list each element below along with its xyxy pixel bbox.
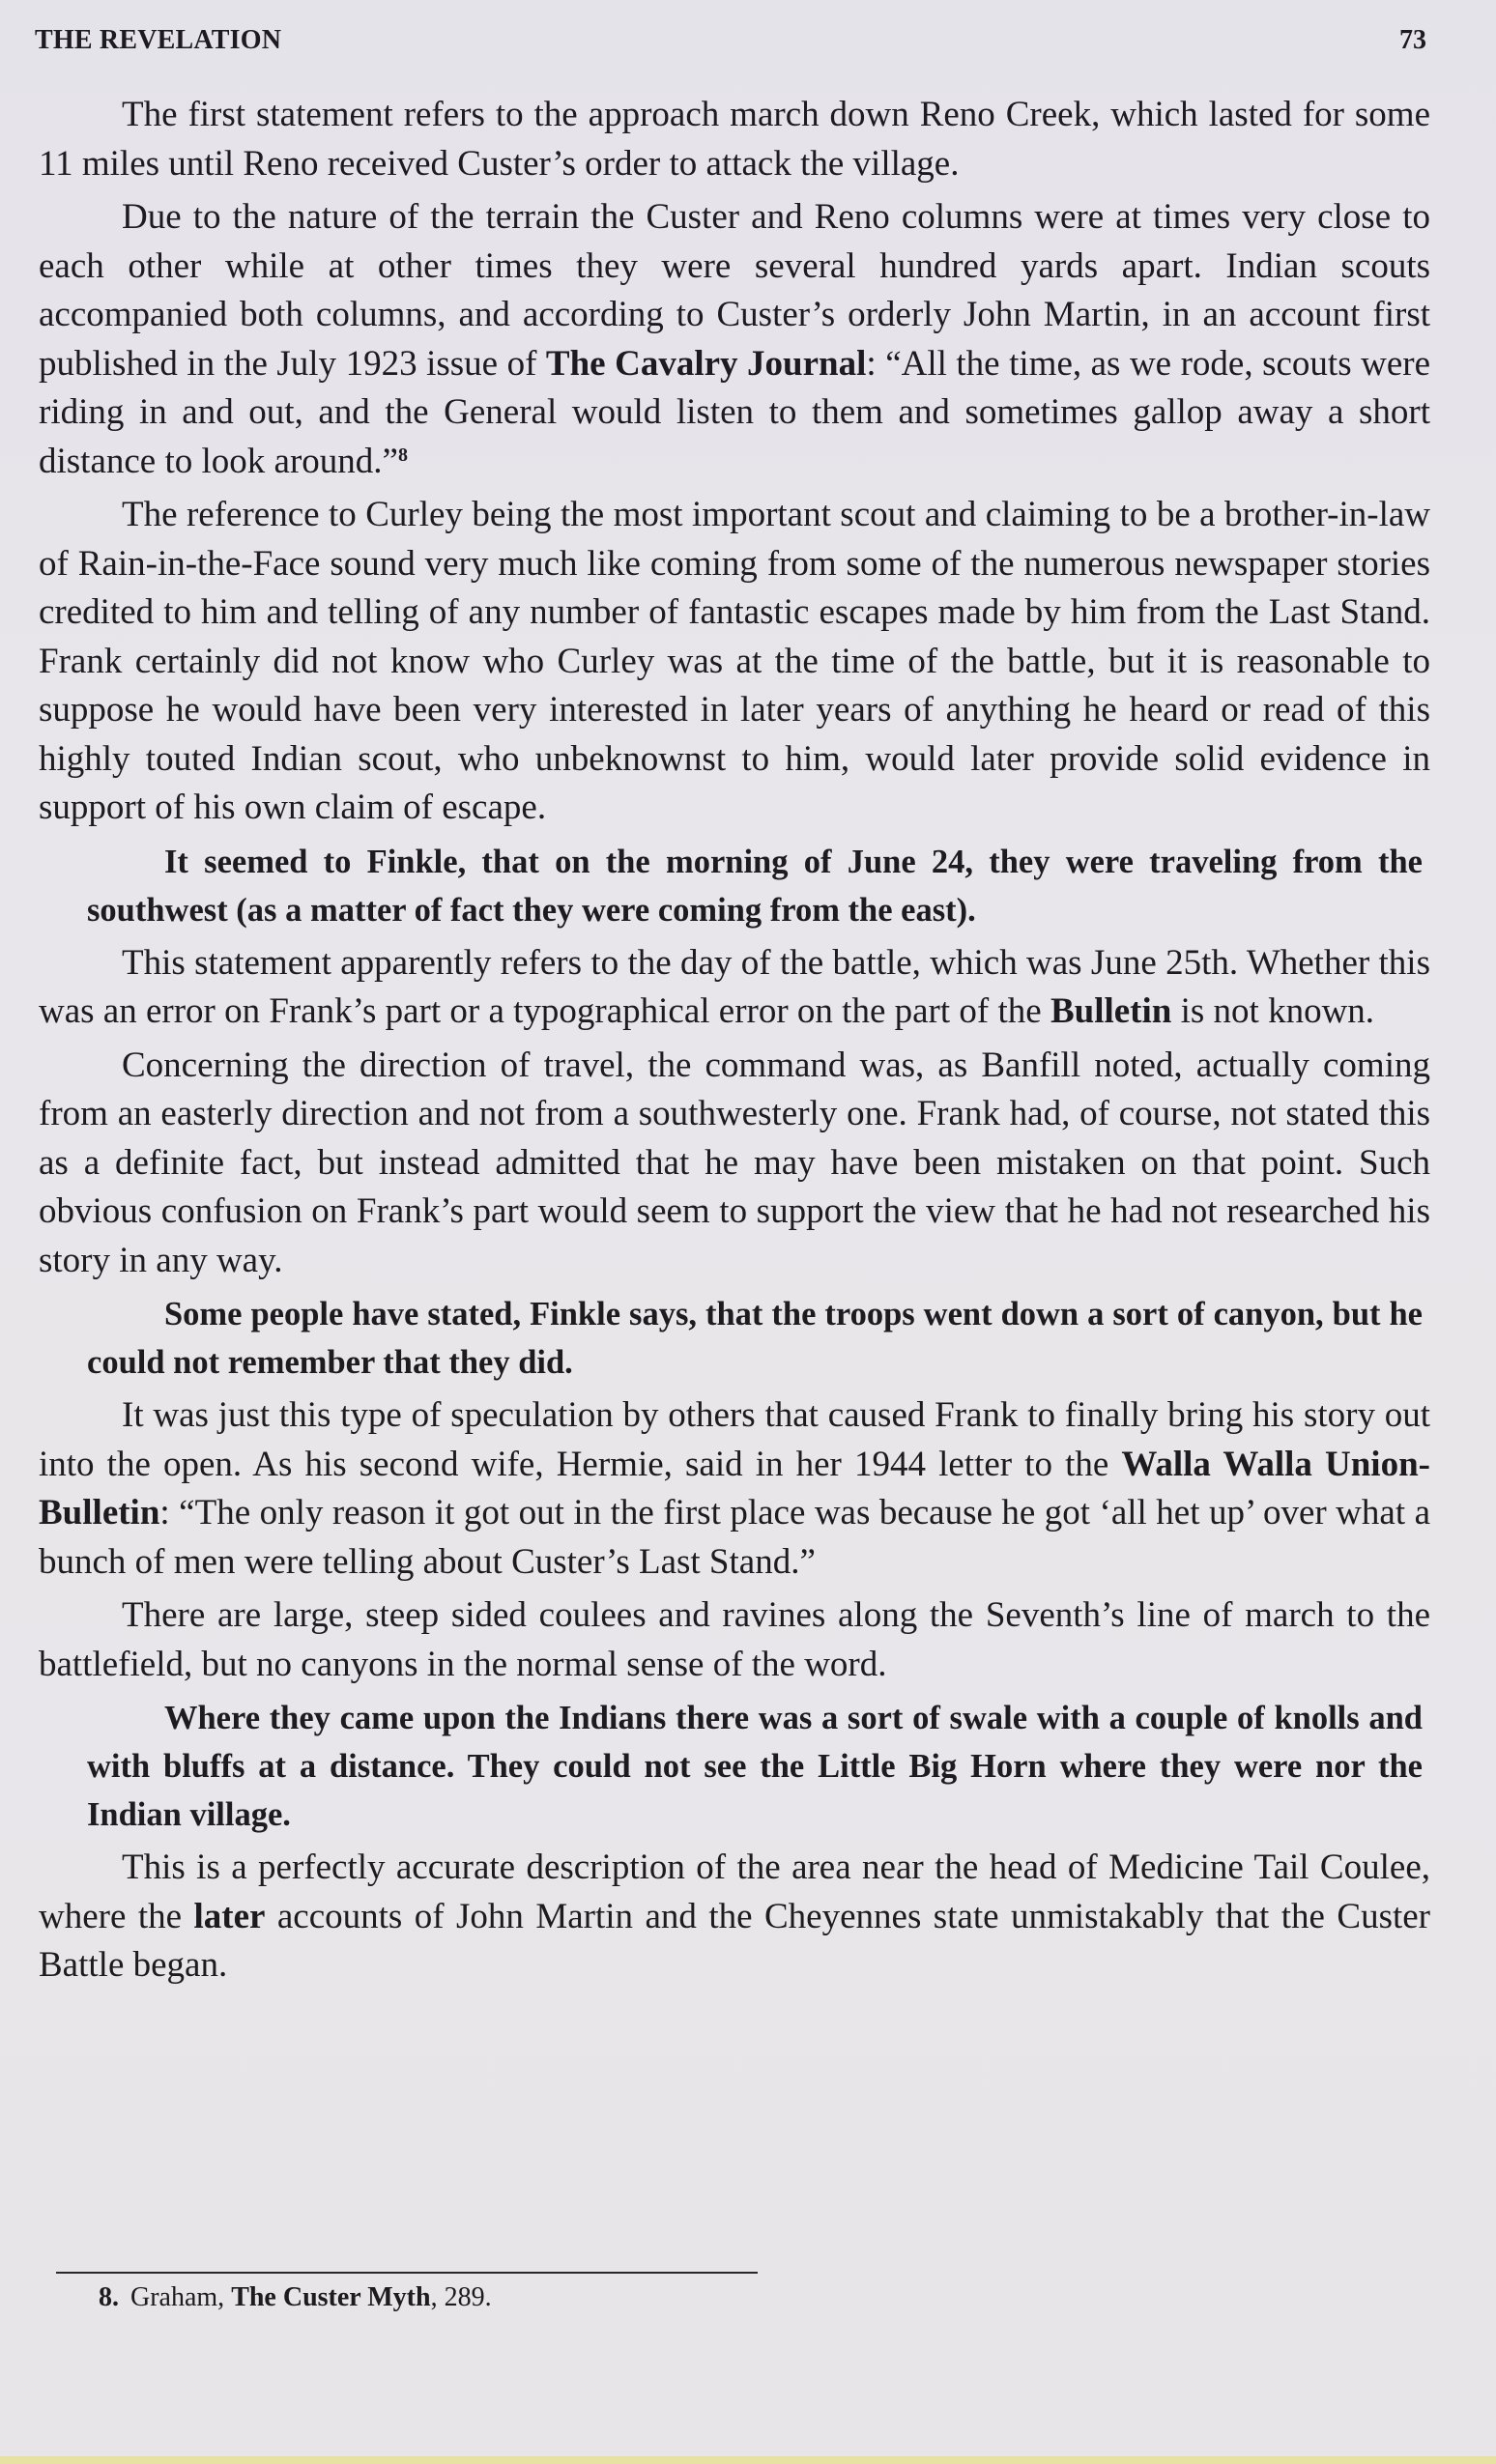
paragraph — [39, 1844, 1430, 1991]
paragraph-text: Due to the nature of the terrain the Custer and Reno columns were at times very close to each other while at other times they were several hundred yards apart. Indian scouts accompanied both columns, and according to Custer’s orderly John Martin, in an account first published in the July 1923 issue of — [39, 197, 1430, 384]
paragraph-text: Concerning the direction of travel, the command was, as Banfill noted, actually coming from an easterly direction and not from a southwesterly one. Frank had, of course, not stated this as a definite fact, but instead admitted that he may have been mistaken on that point. Such obvious confusion on Frank’s part would seem to support the view that he had not researched his story in any way. — [39, 1045, 1430, 1280]
newspaper-title: Walla Walla Union-Bulletin — [39, 1444, 1430, 1533]
body-text — [39, 91, 1430, 1995]
footnote-book-title: The Custer Myth — [231, 2282, 431, 2312]
paragraph-text: is not known. — [1171, 991, 1375, 1031]
paragraph-text: It was just this type of speculation by others that caused Frank to finally bring his story out into the open. As his second wife, Hermie, said in her 1944 letter to the — [39, 1395, 1430, 1484]
footnote-author: Graham, — [130, 2282, 232, 2312]
page-edge — [0, 2456, 1496, 2464]
paragraph — [39, 1042, 1430, 1286]
running-head — [35, 25, 1426, 64]
page-number: 73 — [1399, 25, 1426, 55]
footnote-number: 8. — [99, 2282, 119, 2312]
footnote-divider — [56, 2272, 758, 2274]
footnote — [99, 2278, 492, 2317]
paragraph — [39, 1391, 1430, 1587]
newspaper-title: Bulletin — [1050, 991, 1172, 1031]
quote-text: Where they came upon the Indians there was a sort of swale with a couple of knolls and with bluffs at a distance. They could not see the Little Big Horn where they were nor the Indian village. — [87, 1700, 1423, 1833]
footnote-page: , 289. — [430, 2282, 492, 2312]
paragraph-text: : “The only reason it got out in the first place was because he got ‘all het up’ over what a bunch of men were telling about Custer’s Last Stand.” — [39, 1493, 1430, 1582]
journal-title: The Cavalry Journal — [545, 343, 867, 384]
paragraph — [39, 939, 1430, 1037]
paragraph-text: : “All the time, as we rode, scouts were riding in and out, and the General would listen to them and sometimes gallop away a short distance to look around.” — [39, 343, 1430, 481]
paragraph — [39, 193, 1430, 486]
paragraph — [39, 491, 1430, 833]
paragraph-text: This statement apparently refers to the day of the battle, which was June 25th. Whether this was an error on Frank’s part or a typographical error on the part of the — [39, 942, 1430, 1031]
block-quote — [87, 1694, 1423, 1839]
paragraph-text: The first statement refers to the approach march down Reno Creek, which lasted for some 11 miles until Reno received Custer’s order to attack the village. — [39, 95, 1430, 184]
footnote-reference: 8 — [397, 444, 408, 466]
quote-text: It seemed to Finkle, that on the morning of June 24, they were traveling from the southwest (as a matter of fact they were coming from the east). — [87, 843, 1423, 929]
running-title: THE REVELATION — [35, 25, 282, 55]
paragraph-text: There are large, steep sided coulees and ravines along the Seventh’s line of march to the battlefield, but no canyons in the normal sense of the word. — [39, 1595, 1430, 1684]
paragraph-text: This is a perfectly accurate description of the area near the head of Medicine Tail Coulee, where the — [39, 1848, 1430, 1936]
paragraph-text: accounts of John Martin and the Cheyennes state unmistakably that the Custer Battle began. — [39, 1896, 1430, 1985]
paragraph-text: The reference to Curley being the most important scout and claiming to be a brother-in-law of Rain-in-the-Face sound very much like coming from some of the numerous newspaper stories credited to him and telling of any number of fantastic escapes made by him from the Last Stand. Frank certainly did not know who Curley was at the time of the battle, but it is reasonable to suppose he would have been very interested in later years of anything he heard or read of this highly touted Indian scout, who unbeknownst to him, would later provide solid evidence in support of his own claim of escape. — [39, 495, 1430, 827]
quote-text: Some people have stated, Finkle says, that the troops went down a sort of canyon, but he could not remember that they did. — [87, 1296, 1423, 1381]
paragraph — [39, 1591, 1430, 1689]
block-quote — [87, 1290, 1423, 1387]
block-quote — [87, 838, 1423, 934]
paragraph — [39, 91, 1430, 188]
emphasis: later — [193, 1896, 266, 1936]
